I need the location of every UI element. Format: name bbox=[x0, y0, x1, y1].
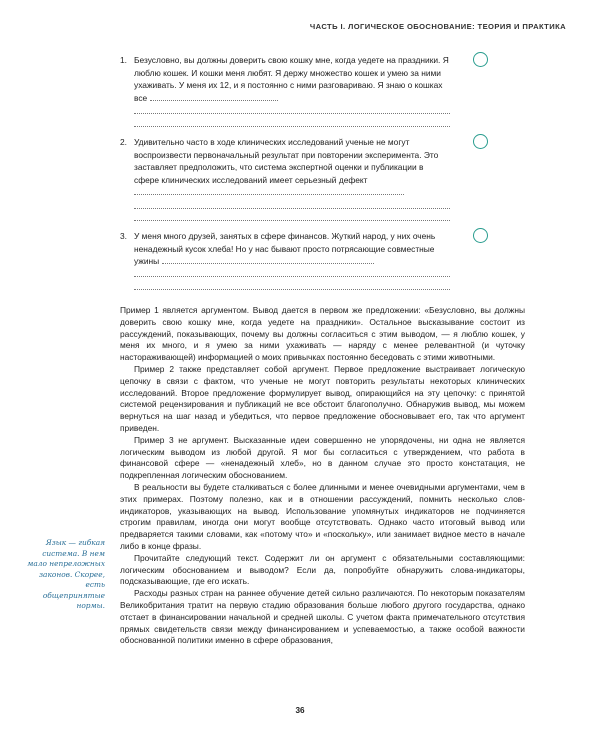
running-header: ЧАСТЬ I. ЛОГИЧЕСКОЕ ОБОСНОВАНИЕ: ТЕОРИЯ И ПРАКТИКА bbox=[309, 22, 566, 31]
exercise-1 bbox=[120, 54, 450, 130]
margin-note: Язык — гибкая система. В нем мало непреложных законов. Скорее, есть общепринятые нормы. bbox=[27, 538, 105, 610]
answer-line bbox=[134, 101, 450, 114]
answer-line bbox=[134, 209, 450, 222]
exercise-text: У меня много друзей, занятых в сфере финансов. Жуткий народ, у них очень ненадежный кусок хлеба! Но у нас бывают просто потрясающие совместные ужины bbox=[134, 231, 436, 267]
exercise-number: 3. bbox=[120, 231, 127, 241]
paragraph: Прочитайте следующий текст. Содержит ли он аргумент с обязательными составляющими: логическим обоснованием и выводом? Если да, попробуйте обнаружить слова-индикаторы, подсказывающие, где его искать. bbox=[120, 552, 525, 587]
paragraph: В реальности вы будете сталкиваться с более длинными и менее очевидными аргументами, чем в этих примерах. Поэтому полезно, как и в отношении рассуждений, помнить несколько слов-индикаторов, указывающих на вывод. Использование упомянутых индикаторов не подчиняется строгим правилам, иногда они могут вообще отсутствовать. Однако часто итоговый вывод или предваряется такими словами, как «потому что» и «поскольку», или занимает видное место в начале либо в конце фразы. bbox=[120, 481, 525, 551]
body-text bbox=[120, 305, 525, 647]
paragraph: Пример 2 также представляет собой аргумент. Первое предложение выстраивает логическую цепочку в связи с фактом, что ученые не могут повторить результаты некоторых клинических исследований. Второе предложение формулирует вывод, опирающийся на эту цепочку: с принятой системой рецензирования и публикаций не все обстоит благополучно. Обнаружив вывод, мы можем вернуться на шаг назад и убедиться, что первое предложение обосновывает его, так что аргумент приведен. bbox=[120, 363, 525, 433]
answer-line bbox=[134, 277, 450, 290]
exercise-text: Удивительно часто в ходе клинических исследований ученые не могут воспроизвести первоначальный результат при повторении эксперимента. Это заставляет предположить, что система экспертной оценки и публикации в сфере клинических исследований имеет серьезный дефект bbox=[134, 137, 439, 185]
page-number: 36 bbox=[295, 706, 305, 715]
paragraph: Расходы разных стран на раннее обучение детей сильно различаются. По некоторым показателям Великобритания тратит на первую стадию образования больше любого другого государства, однако отстает в финансировании начальной и средней школы. С учетом факта примечательного отсутствия прямых свидетельств связи между финансированием и успеваемостью, а также особой важности обоснованной политики именно в сфере образования, bbox=[120, 588, 525, 646]
exercise-3 bbox=[120, 230, 450, 293]
answer-circle[interactable] bbox=[473, 228, 488, 243]
exercise-number: 1. bbox=[120, 55, 127, 65]
exercise-text: Безусловно, вы должны доверить свою кошку мне, когда уедете на праздники. Я люблю кошек. И кошки меня любят. Я держу множество кошек и умею за ними ухаживать. У меня их 12, и я постоянно с ними разговариваю. Я знаю о кошках все bbox=[134, 55, 449, 103]
paragraph: Пример 3 не аргумент. Высказанные идеи совершенно не упорядочены, ни одна не является логическим выводом из любой другой. Я мог бы согласиться с утверждением, что работа в финансовой сфере — «ненадежный хлеб», но в данном случае это просто констатация, не подкрепленная логическим обоснованием. bbox=[120, 434, 525, 481]
answer-circle[interactable] bbox=[473, 134, 488, 149]
exercise-2 bbox=[120, 136, 450, 224]
answer-line bbox=[134, 265, 450, 278]
answer-circle[interactable] bbox=[473, 52, 488, 67]
answer-line bbox=[134, 114, 450, 127]
exercise-number: 2. bbox=[120, 137, 127, 147]
answer-line bbox=[134, 196, 450, 209]
paragraph: Пример 1 является аргументом. Вывод дается в первом же предложении: «Безусловно, вы должны доверить свою кошку мне, когда уедете на праздники». Остальное высказывание состоит из рассуждений, показывающих, почему вы должны согласиться с этим выводом, — я люблю кошек, у меня их много, и я умею за ними ухаживать — наряду с менее релевантной (и чуточку настораживающей) информацией о моих привычках постоянно беседовать с этими животными. bbox=[120, 305, 525, 363]
